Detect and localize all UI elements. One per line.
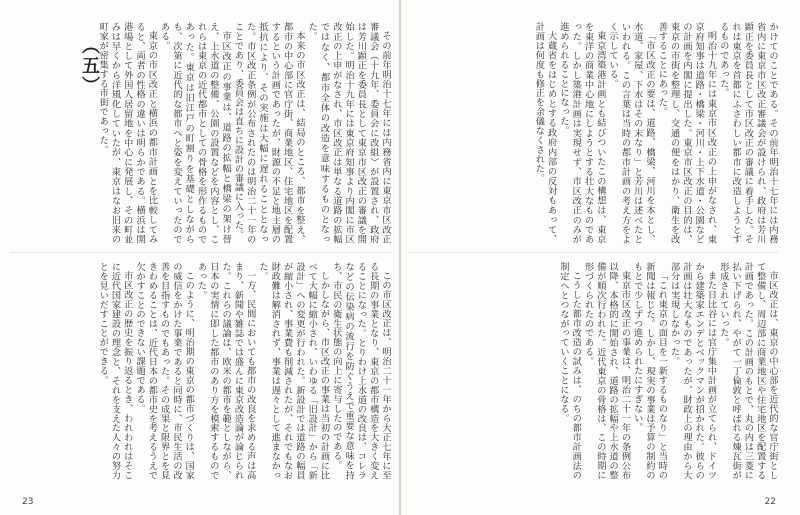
paragraph: 「これ東京の面目を一新するものなり」と当時の新聞は報じた。しかし、現実の事業は予算の制約のもとで少しずつ進められたにすぎない。 [631,262,668,480]
right-page-top-text [408,22,778,244]
section-heading: （五） [79,36,100,96]
paragraph: この市区改正は、明治二十一年から大正七年に至る長期の事業となり、東京の都市構造を大きく変えることになった。とりわけ上水道の改良は、コレラなどの伝染病の流行を防ぐうえで重要な意味を持ち、市民の衛生状態の向上に寄与したのである。 [330,262,391,480]
paragraph: かけてのことである。その前年明治十七年には内務省内に東京市区改正審議会が設けられ、政府は芳川顕正を委員長として市区改正の審議に着手した。それは東京を首都にふさわしい都市に改造しようとするものであった。 [717,22,778,244]
paragraph: 東京の市区改正と横浜の都市計画とを比較してみると、両者の性格の違いは明らかである。横浜は開港場として外国人居留地を中心に発展し、その町並みは早くから洋風化していたが、東京はなお旧来の町家が密集する市街であった。 [97,22,158,244]
right-page [401,0,800,515]
paragraph: 市区改正の歴史を振り返るとき、われわれはそこに近代国家建設の理念と、それを支えた人々の努力とを見いだすことができる。 [97,262,133,480]
paragraph: このように、明治期の東京の都市づくりは、国家の威信をかけた事業であると同時に、市民生活の改善を目指すものでもあった。その成果と限界とを見きわめることは、近代日本の都市史を考えるうえで欠かすことのできない課題である。 [134,262,195,480]
right-page-bottom-text [408,262,778,480]
left-page-bottom-text [19,262,391,480]
paragraph: 明治十九年には東京市区改正の上申がなされ、東京府知事は道路・橋梁・河川・上下水道・公園などの計画を内閣に提出した。東京市区改正の目的は、東京の市街を整理し、交通の便をはかり、衛生を改善することにあった。 [656,22,717,244]
paragraph: その前年明治十七年には内務省内に東京市区改正審議会（十九年、委員会に改組）が設置され、政府は芳川顕正を委員長として東京市区改正の審議を開始した。明治十九年には東京府知事より内閣に市区改正の上申がなされ、市区改正は単なる道路の拡幅ではなく、都市全体の改造を意味するものとなった。 [306,22,391,244]
paragraph: 東京市区改正の事業は、明治二十一年の条例公布以降、本格的に開始され、道路の拡幅や上水道の整備が順次行われた。近代東京の骨格は、この時期に形づくられたのである。 [582,262,631,480]
paragraph: 市区改正の事業は、道路の拡幅と橋梁の架け替え、上水道の整備、公園の設置などを内容とし、これらは東京の近代都市としての骨格を形作るものであった。東京は旧江戸の町割りを基礎としながらも、次第に近代的な都市へと姿を変えていったのである。 [158,22,232,244]
tier-divider [409,252,778,253]
paragraph: 本来の市区改正は、結局のところ、都市を整え、都市の中心部に官庁街、商業地区、住宅地区を配置するという計画であったが、財源の不足と地主層の抵抗により、その実施は大幅に遅れることとなった。市区改正条例が公布されたのは明治二十一年のことであり、委員会は直ちに設計の審議に入った。 [232,22,305,244]
paragraph: しかしながら、市区改正の事業は当初の計画に比べて大幅に縮小され、いわゆる「旧設計」から「新設計」への変更が行われた。新設計では道路の幅員が縮小され、事業費も削減されたが、それでもなお財政難は解消されず、事業は遅々として進まなかった。 [257,262,330,480]
tier-divider [10,252,391,253]
paragraph: 東京湾築港計画とも結びついたこの構想は、東京を東洋の商業中心地にしようとする壮大なものであった。しかし築港計画は実現せず、市区改正のみが進められることになった。 [557,22,606,244]
paragraph: 市区改正は、東京の中心部を近代的な官庁街として整備し、周辺部に商業地区や住宅地区を配置する計画であった。この計画のもとで、丸の内は三菱に払い下げられ、やがて一丁倫敦と呼ばれる煉瓦街が形成されていった。 [717,262,778,480]
paragraph: こうした都市改造の試みは、のちの都市計画法の制定へとつながっていくことになる。 [557,262,582,480]
paragraph: 大蔵省をはじめとする政府内部の反対もあって、計画は何度も修正を余儀なくされた。 [533,22,557,244]
paragraph: 一方、民間においても都市の改良を求める声は高まり、新聞や雑誌では盛んに東京改造論が論じられた。これらの議論は、欧米の都市を範としながら、日本の実情に即した都市のあり方を模索するものであった。 [195,262,256,480]
left-page [0,0,399,515]
paragraph: また日比谷には官庁集中計画が立てられ、ドイツから建築家エンデとベックマンが招かれた。彼らの計画は壮大なものであったが、財政上の理由から大部分は実現しなかった。 [668,262,717,480]
page-number: 23 [22,497,34,507]
page-number: 22 [764,497,776,507]
paragraph: 「市区改正の要は、道路、橋梁、河川を本とし、水道、家屋、下水はその末なり」と芳川は述べたといわれる。この言葉は当時の都市計画の考え方をよく示している。 [607,22,656,244]
